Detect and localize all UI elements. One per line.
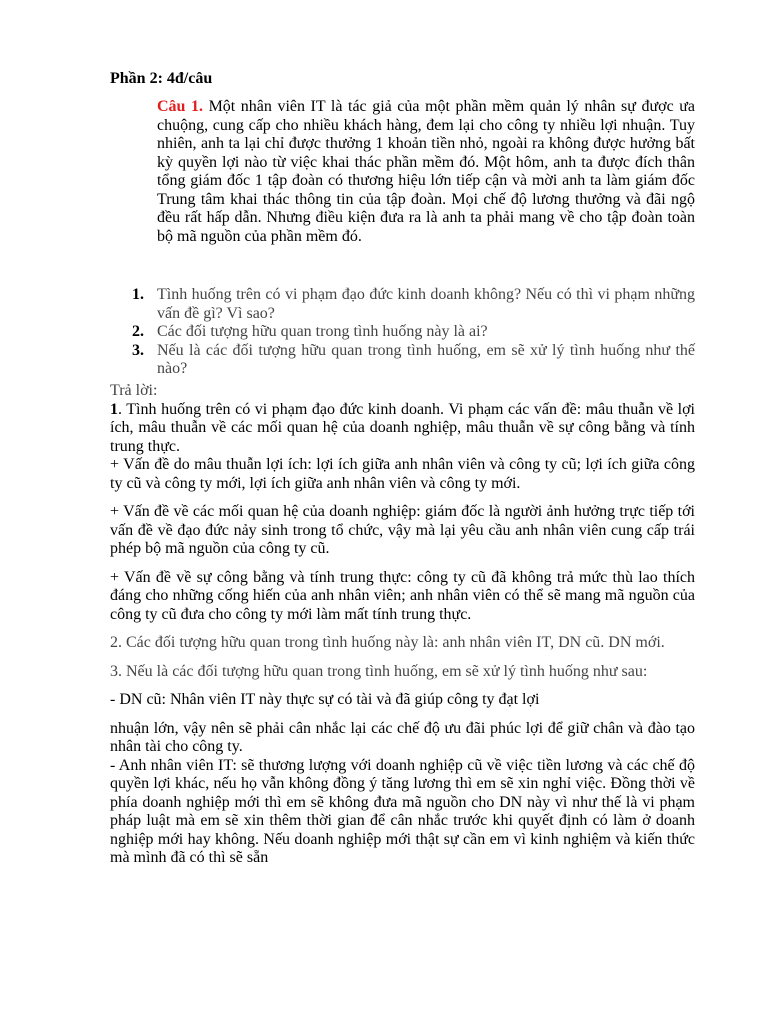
list-item-text: Nếu là các đối tượng hữu quan trong tình huống, em sẽ xử lý tình huống như thế nào? — [157, 341, 695, 377]
answer-1-point-2: + Vấn đề về các mối quan hệ của doanh nghiệp: giám đốc là người ảnh hưởng trực tiếp tới vấn đề về đạo đức nảy sinh trong tổ chức, vậy mà lại yêu cầu anh nhân viên cung cấp trái phép bộ mã nguồn của công ty cũ. — [110, 503, 695, 557]
question-label: Câu 1. — [157, 98, 204, 115]
list-item — [132, 286, 695, 323]
list-item — [132, 323, 695, 342]
question-text: Một nhân viên IT là tác giả của một phần mềm quản lý nhân sự được ưa chuộng, cung cấp cho nhiều khách hàng, đem lại cho công ty nhiều lợi nhuận. Tuy nhiên, anh ta lại chỉ được thưởng 1 khoản tiền nhỏ, ngoài ra không được hưởng bất kỳ quyền lợi nào từ việc khai thác phần mềm đó. Một hôm, anh ta được đích thân tổng giám đốc 1 tập đoàn có thương hiệu lớn tiếp cận và mời anh ta làm giám đốc Trung tâm khai thác thông tin của tập đoàn. Mọi chế độ lương thưởng và đãi ngộ đều rất hấp dẫn. Nhưng điều kiện đưa ra là anh ta phải mang về cho tập đoàn toàn bộ mã nguồn của phần mềm đó. — [157, 98, 696, 245]
answer-3-point-2: - Anh nhân viên IT: sẽ thương lượng với doanh nghiệp cũ về việc tiền lương và các chế độ quyền lợi khác, nếu họ vẫn không đồng ý tăng lương thì em sẽ xin nghỉ việc. Đồng thời về phía doanh nghiệp mới thì em sẽ không đưa mã nguồn cho DN này vì như thế là vi phạm pháp luật mà em sẽ xin thêm thời gian để cân nhắc trước khi quyết định có làm ở doanh nghiệp mới hay không. Nếu doanh nghiệp mới thật sự cần em vì kinh nghiệm và kiến thức mà mình đã có thì sẽ sẵn — [110, 756, 695, 866]
list-item-text: Tình huống trên có vi phạm đạo đức kinh doanh không? Nếu có thì vi phạm những vấn đề gì? Vì sao? — [157, 286, 695, 322]
answer-1 — [110, 401, 695, 457]
question-scenario — [157, 98, 695, 246]
answer-1-number: 1 — [110, 400, 118, 418]
answer-3-point-1-cont: nhuận lớn, vậy nên sẽ phải cân nhắc lại các chế độ ưu đãi phúc lợi để giữ chân và đào tạo nhân tài cho công ty. — [110, 719, 695, 755]
answer-1-point-1: + Vấn đề do mâu thuẫn lợi ích: lợi ích giữa anh nhân viên và công ty cũ; lợi ích giữa công ty cũ và công ty mới, lợi ích giữa anh nhân viên và công ty mới. — [110, 456, 695, 492]
answer-3: 3. Nếu là các đối tượng hữu quan trong tình huống, em sẽ xử lý tình huống như sau: — [110, 662, 648, 680]
answer-1-point-3: + Vấn đề về sự công bằng và tính trung thực: công ty cũ đã không trả mức thù lao thích đáng cho những cống hiến của anh nhân viên; anh nhân viên có thể sẽ mang mã nguồn của công ty cũ đưa cho công ty mới làm mất tính trung thực. — [110, 568, 695, 623]
list-item — [132, 342, 695, 379]
list-item-text: Các đối tượng hữu quan trong tình huống này là ai? — [157, 323, 488, 340]
section-heading: Phần 2: 4đ/câu — [110, 70, 213, 87]
list-item-number: 3. — [132, 341, 144, 359]
answer-label: Trả lời: — [110, 382, 158, 399]
sub-question-list — [132, 286, 695, 379]
answer-2: 2. Các đối tượng hữu quan trong tình huống này là: anh nhân viên IT, DN cũ. DN mới. — [110, 634, 665, 651]
answer-section — [110, 382, 695, 868]
answer-3-point-1: - DN cũ: Nhân viên IT này thực sự có tài và đã giúp công ty đạt lợi — [110, 691, 540, 708]
list-item-number: 2. — [132, 323, 144, 340]
list-item-number: 1. — [132, 286, 144, 303]
answer-1-text: . Tình huống trên có vi phạm đạo đức kinh doanh. Vi phạm các vấn đề: mâu thuẫn về lợi ích, mâu thuẫn về các mối quan hệ của doanh nghiệp, mâu thuẫn về sự công bằng và tính trung thực. — [110, 400, 695, 455]
